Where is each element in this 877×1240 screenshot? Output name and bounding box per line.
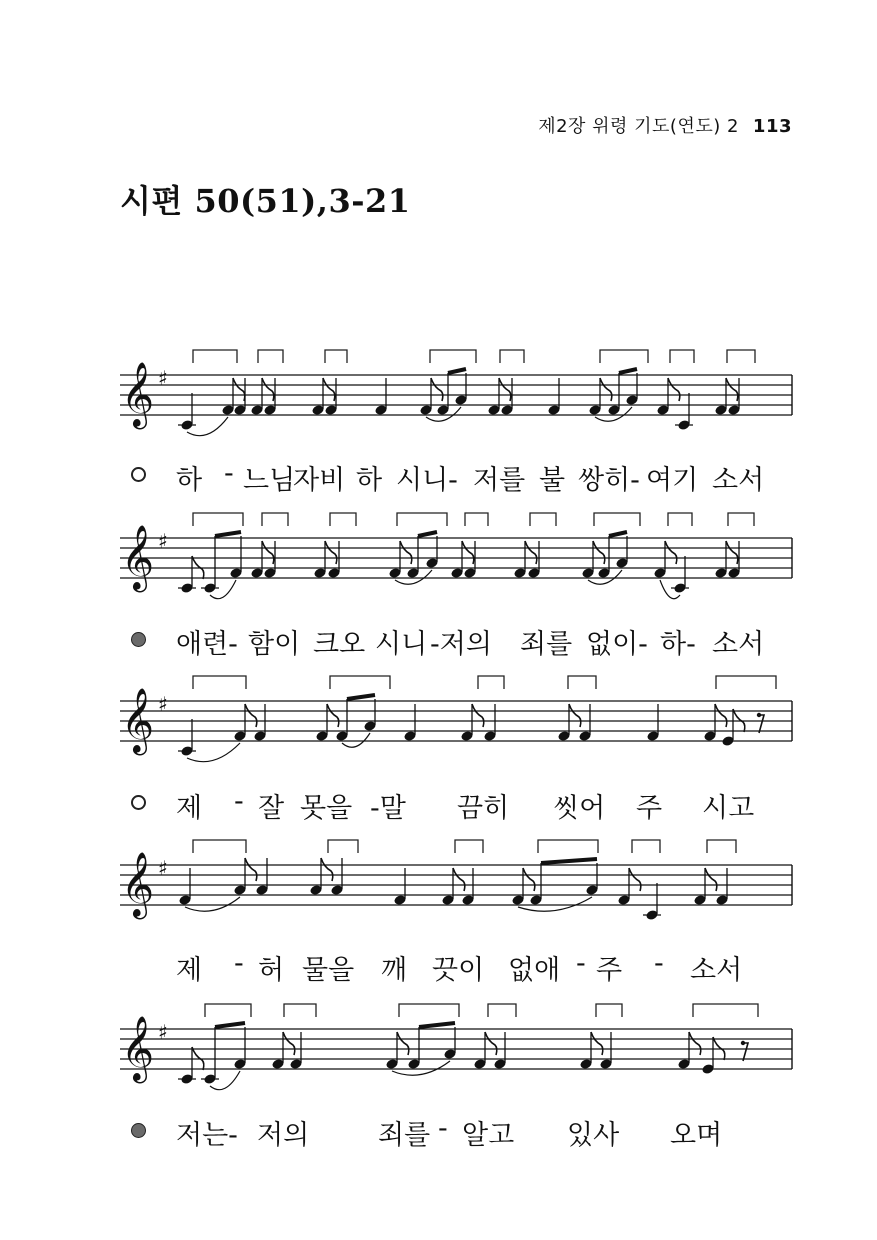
slur bbox=[187, 417, 228, 436]
bracket-mark bbox=[707, 840, 736, 853]
eighth-flag bbox=[283, 1032, 295, 1055]
beam bbox=[347, 695, 375, 699]
eighth-flag bbox=[400, 541, 412, 564]
bracket-mark bbox=[455, 840, 483, 853]
bracket-mark bbox=[716, 676, 776, 689]
lyric-syllable: 크오 bbox=[313, 629, 366, 660]
bracket-mark bbox=[594, 513, 640, 526]
bracket-mark bbox=[668, 513, 692, 526]
bracket-mark bbox=[568, 676, 596, 689]
staff-4 bbox=[0, 835, 877, 959]
eighth-flag bbox=[726, 541, 738, 564]
bracket-mark bbox=[430, 350, 476, 363]
bracket-mark bbox=[596, 1004, 622, 1017]
lyric-syllable: 깨 bbox=[381, 955, 408, 986]
rest-dot bbox=[757, 713, 761, 717]
bracket-mark bbox=[193, 676, 246, 689]
eighth-rest-icon bbox=[758, 715, 764, 733]
bracket-mark bbox=[632, 840, 660, 853]
eighth-flag bbox=[593, 541, 605, 564]
staff-1 bbox=[0, 345, 877, 469]
bracket-mark bbox=[193, 513, 243, 526]
bracket-mark bbox=[397, 513, 447, 526]
eighth-flag bbox=[485, 1032, 497, 1055]
verse-marker-open bbox=[131, 467, 146, 482]
bracket-mark bbox=[465, 513, 488, 526]
eighth-flag bbox=[453, 868, 465, 891]
lyric-syllable: 소서 bbox=[712, 465, 765, 496]
beam bbox=[619, 369, 637, 373]
eighth-flag bbox=[397, 1032, 409, 1055]
lyric-syllable: - bbox=[224, 458, 234, 489]
bracket-mark bbox=[262, 513, 288, 526]
lyric-syllable: 끗이 bbox=[432, 955, 485, 986]
bracket-mark bbox=[728, 513, 754, 526]
bracket-mark bbox=[193, 350, 237, 363]
lyric-syllable: - bbox=[234, 948, 244, 979]
beam bbox=[418, 532, 437, 536]
bracket-mark bbox=[500, 350, 524, 363]
lyric-syllable: 소서 bbox=[690, 955, 743, 986]
lyric-syllable: 시고 bbox=[702, 793, 755, 824]
eighth-flag bbox=[462, 541, 474, 564]
lyric-syllable: 제 bbox=[176, 955, 203, 986]
eighth-flag bbox=[523, 868, 535, 891]
eighth-flag bbox=[668, 378, 680, 401]
sharp-key-signature-icon: ♯ bbox=[158, 529, 168, 553]
beam bbox=[215, 1023, 245, 1027]
staff-3 bbox=[0, 671, 877, 795]
lyric-syllable: 물을 bbox=[302, 955, 355, 986]
eighth-flag bbox=[715, 704, 727, 727]
bracket-mark bbox=[328, 840, 358, 853]
verse-marker-filled bbox=[131, 1123, 146, 1138]
lyric-syllable: 잘 bbox=[258, 793, 285, 824]
lyric-syllable: 저를 bbox=[473, 465, 526, 496]
lyric-syllable: - bbox=[654, 948, 664, 979]
lyric-syllable: 허 bbox=[258, 955, 285, 986]
lyric-syllable: 하 bbox=[176, 465, 203, 496]
bracket-mark bbox=[530, 513, 556, 526]
lyric-syllable: 못을 bbox=[300, 793, 353, 824]
lyric-syllable: 씻어 bbox=[553, 793, 606, 824]
eighth-flag bbox=[472, 704, 484, 727]
lyric-syllable: 쌍히- bbox=[578, 465, 640, 496]
treble-clef-icon: 𝄞 bbox=[121, 362, 155, 427]
lyric-syllable: 시니 bbox=[375, 629, 428, 660]
eighth-flag bbox=[245, 704, 257, 727]
lyric-syllable: 없애 bbox=[508, 955, 561, 986]
sharp-key-signature-icon: ♯ bbox=[158, 366, 168, 390]
lyric-syllable: 여기 bbox=[646, 465, 699, 496]
eighth-flag bbox=[591, 1032, 603, 1055]
staff-5 bbox=[0, 999, 877, 1123]
eighth-flag bbox=[629, 868, 641, 891]
lyric-syllable: 제 bbox=[176, 793, 203, 824]
lyric-syllable: 소서 bbox=[712, 629, 765, 660]
bracket-mark bbox=[325, 350, 347, 363]
beam bbox=[419, 1023, 455, 1027]
lyric-line-5 bbox=[0, 1113, 877, 1153]
lyric-line-3 bbox=[0, 786, 877, 826]
lyric-syllable: 주 bbox=[596, 955, 623, 986]
bracket-mark bbox=[693, 1004, 758, 1017]
page-number: 113 bbox=[752, 116, 792, 137]
lyric-syllable: 자비 bbox=[293, 465, 346, 496]
lyric-line-1 bbox=[0, 458, 877, 498]
eighth-flag bbox=[321, 858, 333, 881]
bracket-mark bbox=[670, 350, 694, 363]
lyric-syllable: 주 bbox=[636, 793, 663, 824]
lyric-syllable: 없이- bbox=[586, 629, 648, 660]
eighth-flag bbox=[705, 868, 717, 891]
treble-clef-icon: 𝄞 bbox=[121, 852, 155, 917]
eighth-flag bbox=[431, 378, 443, 401]
eighth-flag bbox=[499, 378, 511, 401]
lyric-syllable: 느님 bbox=[243, 465, 296, 496]
lyric-line-4 bbox=[0, 948, 877, 988]
treble-clef-icon: 𝄞 bbox=[121, 525, 155, 590]
verse-marker-open bbox=[131, 795, 146, 810]
eighth-flag bbox=[323, 378, 335, 401]
chapter-heading: 제2장 위령 기도(연도) 2 bbox=[538, 116, 739, 137]
beam bbox=[609, 532, 627, 536]
lyric-syllable: 하- bbox=[660, 629, 696, 660]
bracket-mark bbox=[258, 350, 283, 363]
eighth-flag bbox=[327, 704, 339, 727]
treble-clef-icon: 𝄞 bbox=[121, 688, 155, 753]
lyric-syllable: -저의 bbox=[430, 629, 492, 660]
lyric-syllable: 저는- bbox=[176, 1120, 238, 1151]
eighth-flag bbox=[233, 378, 245, 401]
sharp-key-signature-icon: ♯ bbox=[158, 1020, 168, 1044]
bracket-mark bbox=[330, 513, 356, 526]
lyric-syllable: - bbox=[438, 1113, 448, 1144]
lyric-line-2 bbox=[0, 622, 877, 662]
bracket-mark bbox=[600, 350, 648, 363]
eighth-flag bbox=[569, 704, 581, 727]
psalm-title: 시편 50(51),3-21 bbox=[120, 182, 411, 220]
beam bbox=[541, 859, 597, 863]
running-head bbox=[0, 112, 792, 138]
beam bbox=[215, 532, 241, 536]
bracket-mark bbox=[727, 350, 755, 363]
eighth-flag bbox=[525, 541, 537, 564]
eighth-flag bbox=[262, 378, 274, 401]
bracket-mark bbox=[478, 676, 504, 689]
slur bbox=[185, 897, 240, 911]
bracket-mark bbox=[284, 1004, 316, 1017]
lyric-syllable: 있사 bbox=[567, 1120, 620, 1151]
lyric-syllable: 저의 bbox=[257, 1120, 310, 1151]
slur bbox=[518, 897, 592, 911]
bracket-mark bbox=[488, 1004, 516, 1017]
sharp-key-signature-icon: ♯ bbox=[158, 856, 168, 880]
eighth-flag bbox=[600, 378, 612, 401]
eighth-flag bbox=[245, 858, 257, 881]
eighth-rest-icon bbox=[742, 1043, 748, 1061]
lyric-syllable: 끔히 bbox=[457, 793, 510, 824]
slur bbox=[392, 1061, 450, 1075]
verse-marker-filled bbox=[131, 632, 146, 647]
lyric-syllable: - bbox=[576, 948, 586, 979]
bracket-mark bbox=[538, 840, 598, 853]
eighth-flag bbox=[325, 541, 337, 564]
lyric-syllable: 오며 bbox=[670, 1120, 723, 1151]
lyric-syllable: 죄를 bbox=[378, 1120, 431, 1151]
bracket-mark bbox=[399, 1004, 459, 1017]
lyric-syllable: 알고 bbox=[462, 1120, 515, 1151]
bracket-mark bbox=[330, 676, 390, 689]
lyric-syllable: 하 bbox=[356, 465, 383, 496]
lyric-syllable: 불 bbox=[539, 465, 566, 496]
beam bbox=[448, 369, 466, 373]
slur bbox=[187, 743, 240, 762]
eighth-flag bbox=[689, 1032, 701, 1055]
lyric-syllable: - bbox=[234, 786, 244, 817]
lyric-syllable: 죄를 bbox=[520, 629, 573, 660]
treble-clef-icon: 𝄞 bbox=[121, 1016, 155, 1081]
staff-2 bbox=[0, 508, 877, 632]
lyric-syllable: -말 bbox=[370, 793, 406, 824]
bracket-mark bbox=[193, 840, 246, 853]
eighth-flag bbox=[665, 541, 677, 564]
eighth-flag bbox=[726, 378, 738, 401]
bracket-mark bbox=[205, 1004, 251, 1017]
eighth-flag bbox=[262, 541, 274, 564]
rest-dot bbox=[741, 1041, 745, 1045]
lyric-syllable: 시니- bbox=[396, 465, 458, 496]
lyric-syllable: 함이 bbox=[248, 629, 301, 660]
lyric-syllable: 애련- bbox=[176, 629, 238, 660]
sharp-key-signature-icon: ♯ bbox=[158, 692, 168, 716]
